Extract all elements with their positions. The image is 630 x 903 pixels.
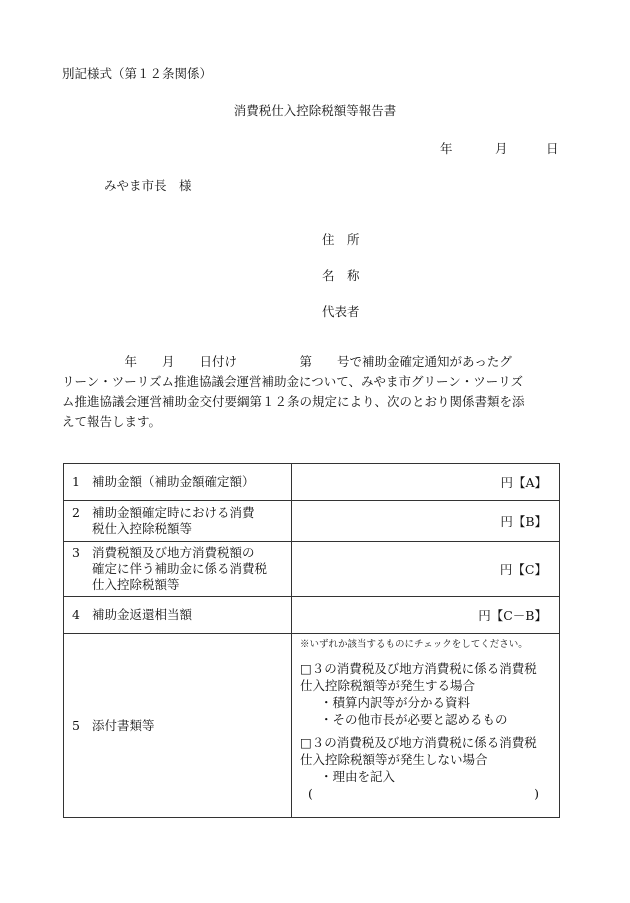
date-month: 月 xyxy=(495,141,508,156)
option-text: 仕入控除税額等が発生しない場合 xyxy=(300,752,488,767)
row-value-field[interactable]: 円【A】 xyxy=(292,464,560,501)
row-label xyxy=(64,464,292,501)
row-label-text: 消費税額及び地方消費税額の xyxy=(92,545,255,560)
row-value-field[interactable]: 円【B】 xyxy=(292,501,560,542)
row-label xyxy=(64,542,292,597)
row-label-text: 確定に伴う補助金に係る消費税 xyxy=(92,561,268,576)
reason-input[interactable] xyxy=(300,785,553,802)
addressee: みやま市長 様 xyxy=(104,178,192,193)
row-label-text: 添付書類等 xyxy=(92,717,155,733)
table-row xyxy=(64,501,560,542)
option-text: □３の消費税及び地方消費税に係る消費税 xyxy=(300,661,537,676)
body-line: えて報告します。 xyxy=(62,414,162,429)
report-body-text xyxy=(62,352,564,432)
row-number: 4 xyxy=(72,607,80,622)
row-label-text: 補助金返還相当額 xyxy=(92,607,193,622)
list-item: ・その他市長が必要と認めるもの xyxy=(320,712,508,727)
option-text: □３の消費税及び地方消費税に係る消費税 xyxy=(300,735,537,750)
row-value-field[interactable]: 円【C－B】 xyxy=(292,597,560,634)
checkbox-note: ※いずれか該当するものにチェックをしてください。 xyxy=(300,639,528,650)
attachments-cell xyxy=(292,634,560,818)
date-day: 日 xyxy=(546,141,559,156)
row-number: 3 xyxy=(72,545,80,560)
row-label xyxy=(64,597,292,634)
row-number: 2 xyxy=(72,505,80,520)
document-title: 消費税仕入控除税額等報告書 xyxy=(233,103,397,118)
form-label: 別記様式（第１２条関係） xyxy=(62,66,213,81)
sender-address-label: 住 所 xyxy=(322,232,360,247)
row-number: 5 xyxy=(72,717,80,733)
list-item: ・積算内訳等が分かる資料 xyxy=(320,695,471,710)
report-table xyxy=(63,463,560,818)
body-line: リーン・ツーリズム推進協議会運営補助金について、みやま市グリーン・ツーリズ xyxy=(62,374,524,389)
row-number: 1 xyxy=(72,474,80,489)
row-label xyxy=(64,634,292,818)
checkbox-option-not-occurs[interactable] xyxy=(300,734,553,768)
row-label-text: 税仕入控除税額等 xyxy=(92,521,193,536)
body-line: ム推進協議会運営補助金交付要綱第１２条の規定により、次のとおり関係書類を添 xyxy=(62,394,525,409)
table-row xyxy=(64,542,560,597)
sender-name-label: 名 称 xyxy=(322,268,360,283)
sender-representative-label: 代表者 xyxy=(322,304,360,319)
row-label-text: 補助金額確定時における消費 xyxy=(92,505,255,520)
option-text: 仕入控除税額等が発生する場合 xyxy=(300,678,476,693)
list-item: ・理由を記入 xyxy=(320,769,396,784)
row-label-text: 仕入控除税額等 xyxy=(92,577,180,592)
table-row xyxy=(64,634,560,818)
row-value-field[interactable]: 円【C】 xyxy=(292,542,560,597)
body-line: 年 月 日付け 第 号で補助金確定通知があったグ xyxy=(62,354,512,369)
table-row xyxy=(64,464,560,501)
checkbox-option-occurs[interactable] xyxy=(300,660,553,694)
row-label xyxy=(64,501,292,542)
paren-open: ( xyxy=(308,786,313,801)
row-label-text: 補助金額（補助金額確定額） xyxy=(92,474,255,489)
paren-close: ) xyxy=(534,786,539,801)
date-year: 年 xyxy=(440,141,453,156)
table-row xyxy=(64,597,560,634)
